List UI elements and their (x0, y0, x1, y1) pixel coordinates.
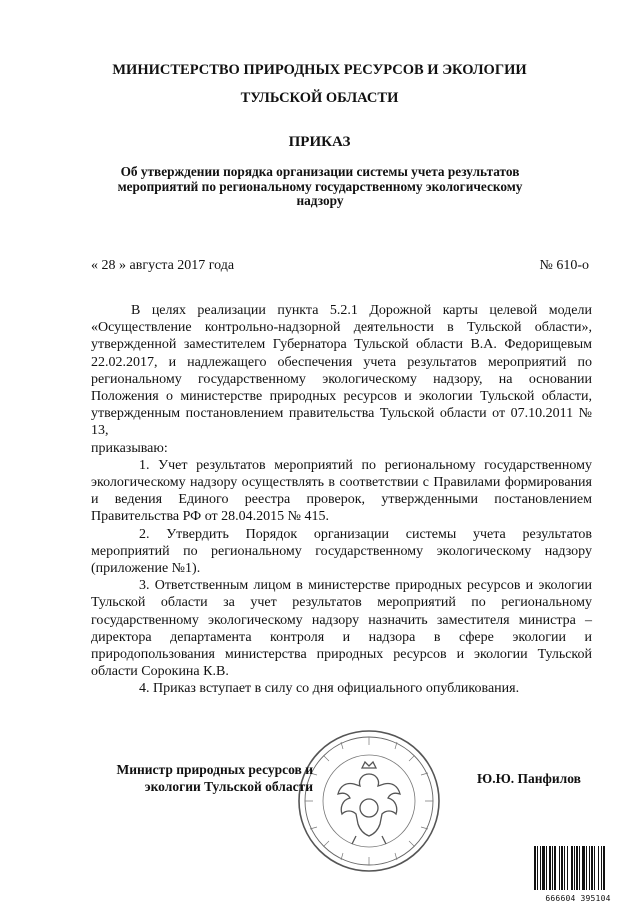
signatory-position-line1: Министр природных ресурсов и (116, 762, 313, 777)
order-word: приказываю: (91, 440, 168, 456)
signatory-name: Ю.Ю. Панфилов (477, 771, 581, 786)
document-number: № 610-о (539, 258, 589, 273)
signatory-position-line2: экологии Тульской области (144, 779, 313, 794)
barcode-bar (594, 846, 595, 890)
order-item-2: 2. Утвердить Порядок организации системы учета результатов мероприятий по региональному государственному экологическому надзору (приложение №1). (91, 526, 592, 577)
signatory-position (98, 761, 313, 795)
subject-line1: Об утверждении порядка организации системы учета результатов (120, 164, 520, 179)
barcode-bar (586, 846, 587, 890)
preamble-paragraph: В целях реализации пункта 5.2.1 Дорожной карты целевой модели «Осуществление контрольно-надзорной деятельности в Тульской области», утвержденной заместителем Губернатора Тульской области В.А. Федорищевым 22.02.2017, и надлежащего обеспечения учета результатов мероприятий по региональному государственному экологическому надзору, на основании Положения о министерстве природных ресурсов и экологии Тульской области, утвержденным постановлением правительства Тульской области от 07.10.2011 № 13, (91, 303, 592, 439)
document-type: ПРИКАЗ (288, 134, 351, 150)
ministry-name-line2: ТУЛЬСКОЙ ОБЛАСТИ (240, 90, 399, 106)
barcode-bar (546, 846, 547, 890)
order-item-1: 1. Учет результатов мероприятий по региональному государственному экологическому надзору осуществлять в соответствии с Правилами формирования и ведения Единого реестра проверок, утвержденными постановлением Правительства РФ от 28.04.2015 № 415. (91, 457, 592, 525)
barcode-bar (534, 846, 536, 890)
barcode-bar (574, 846, 575, 890)
barcode-bar (591, 846, 593, 890)
ministry-name-line1: МИНИСТЕРСТВО ПРИРОДНЫХ РЕСУРСОВ И ЭКОЛОГИИ (112, 62, 527, 78)
barcode-bar (582, 846, 585, 890)
seal-emblem-icon (296, 728, 442, 874)
document-subject (100, 165, 540, 209)
barcode-bar (537, 846, 538, 890)
barcode-bar (564, 846, 565, 890)
barcode-bar (542, 846, 545, 890)
barcode-icon (532, 846, 624, 890)
barcode-bar (598, 846, 599, 890)
order-item-4: 4. Приказ вступает в силу со дня официального опубликования. (139, 681, 520, 697)
barcode-bar (554, 846, 556, 890)
barcode-bar (576, 846, 578, 890)
barcode-bar (561, 846, 563, 890)
barcode-bar (552, 846, 553, 890)
barcode-bar (589, 846, 590, 890)
barcode-number: 666604 395104 (545, 894, 611, 903)
barcode-bar (559, 846, 560, 890)
official-seal (296, 728, 442, 874)
document-date: « 28 » августа 2017 года (91, 258, 235, 273)
document-body (91, 302, 592, 698)
barcode-bar (603, 846, 605, 890)
order-item-3: 3. Ответственным лицом в министерстве природных ресурсов и экологии Тульской области за учет результатов мероприятий по региональному государственному экологическому надзору назначить заместителя министра – директора департамента контроля и надзора в сфере экологии и природопользования министерства природных ресурсов и экологии Тульской области Сорокина К.В. (91, 578, 592, 680)
barcode-bar (579, 846, 580, 890)
subject-line3: надзору (296, 193, 344, 208)
document-barcode (532, 846, 624, 903)
barcode-bar (601, 846, 602, 890)
barcode-bar (549, 846, 551, 890)
barcode-bar (571, 846, 573, 890)
subject-line2: мероприятий по региональному государственному экологическому (117, 178, 523, 194)
barcode-bar (540, 846, 541, 890)
barcode-bar (567, 846, 568, 890)
